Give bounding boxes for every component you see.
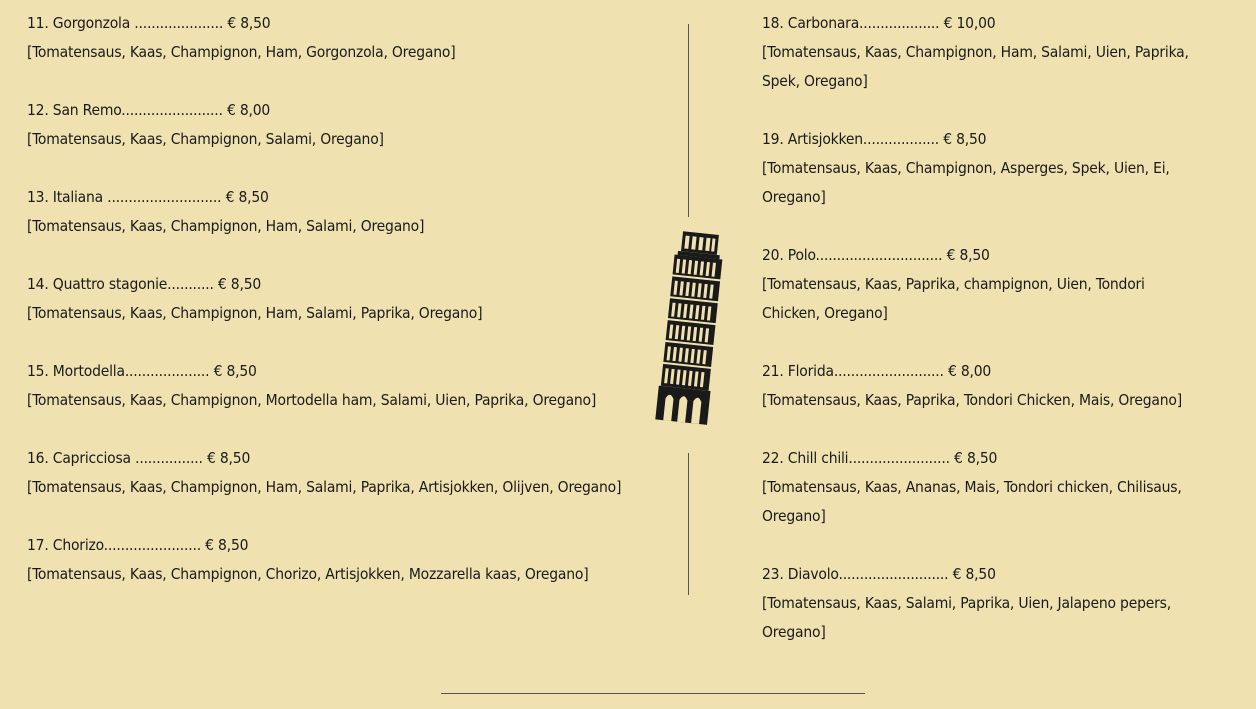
menu-item-title: 13. Italiana ........................... € 8,50	[27, 188, 269, 206]
menu-item-title: 16. Capricciosa ................ € 8,50	[27, 449, 251, 467]
menu-item	[27, 183, 657, 241]
menu-item	[762, 444, 1202, 531]
menu-item-title: 20. Polo.............................. € 8,50	[762, 246, 990, 264]
menu-item-ingredients: [Tomatensaus, Kaas, Salami, Paprika, Uien, Jalapeno pepers, Oregano]	[762, 594, 1171, 641]
menu-item-ingredients: [Tomatensaus, Kaas, Champignon, Ham, Salami, Paprika, Artisjokken, Olijven, Oregano]	[27, 478, 622, 496]
menu-item-ingredients: [Tomatensaus, Kaas, Champignon, Mortodella ham, Salami, Uien, Paprika, Oregano]	[27, 391, 597, 409]
menu-item-ingredients: [Tomatensaus, Kaas, Champignon, Asperges, Spek, Uien, Ei, Oregano]	[762, 159, 1170, 206]
menu-item	[27, 444, 657, 502]
menu-item-title: 22. Chill chili........................ € 8,50	[762, 449, 998, 467]
divider-vertical-top	[688, 24, 689, 217]
menu-item-ingredients: [Tomatensaus, Kaas, Champignon, Ham, Salami, Paprika, Oregano]	[27, 304, 483, 322]
menu-item	[27, 96, 657, 154]
menu-item	[27, 357, 657, 415]
divider-vertical-bottom	[688, 453, 689, 595]
menu-item-title: 14. Quattro stagonie........... € 8,50	[27, 275, 262, 293]
menu-item-title: 11. Gorgonzola ..................... € 8,50	[27, 14, 271, 32]
menu-item-title: 18. Carbonara................... € 10,00	[762, 14, 996, 32]
menu-item-ingredients: [Tomatensaus, Kaas, Champignon, Ham, Salami, Oregano]	[27, 217, 425, 235]
menu-item-title: 21. Florida.......................... € 8,00	[762, 362, 992, 380]
menu-item-title: 19. Artisjokken.................. € 8,50	[762, 130, 987, 148]
menu-item-title: 23. Diavolo.......................... € 8,50	[762, 565, 996, 583]
menu-item-ingredients: [Tomatensaus, Kaas, Paprika, Tondori Chicken, Mais, Oregano]	[762, 391, 1182, 409]
menu-item	[27, 270, 657, 328]
menu-item	[27, 9, 657, 67]
divider-horizontal-bottom	[441, 693, 865, 694]
menu-item-ingredients: [Tomatensaus, Kaas, Champignon, Ham, Gorgonzola, Oregano]	[27, 43, 456, 61]
menu-item	[27, 531, 657, 589]
menu-item	[762, 9, 1202, 96]
menu-item	[762, 560, 1202, 647]
menu-item-ingredients: [Tomatensaus, Kaas, Champignon, Ham, Salami, Uien, Paprika, Spek, Oregano]	[762, 43, 1189, 90]
menu-column-left	[27, 9, 657, 589]
menu-item-ingredients: [Tomatensaus, Kaas, Champignon, Chorizo, Artisjokken, Mozzarella kaas, Oregano]	[27, 565, 589, 583]
menu-item	[762, 357, 1202, 415]
menu-item-ingredients: [Tomatensaus, Kaas, Ananas, Mais, Tondori chicken, Chilisaus, Oregano]	[762, 478, 1182, 525]
menu-item	[762, 241, 1202, 328]
menu-item	[762, 125, 1202, 212]
menu-item-ingredients: [Tomatensaus, Kaas, Paprika, champignon, Uien, Tondori Chicken, Oregano]	[762, 275, 1145, 322]
leaning-tower-of-pisa-icon	[645, 228, 725, 426]
menu-column-right	[762, 9, 1202, 647]
menu-item-ingredients: [Tomatensaus, Kaas, Champignon, Salami, Oregano]	[27, 130, 384, 148]
menu-item-title: 15. Mortodella.................... € 8,50	[27, 362, 257, 380]
menu-item-title: 17. Chorizo....................... € 8,50	[27, 536, 249, 554]
menu-item-title: 12. San Remo........................ € 8,00	[27, 101, 271, 119]
